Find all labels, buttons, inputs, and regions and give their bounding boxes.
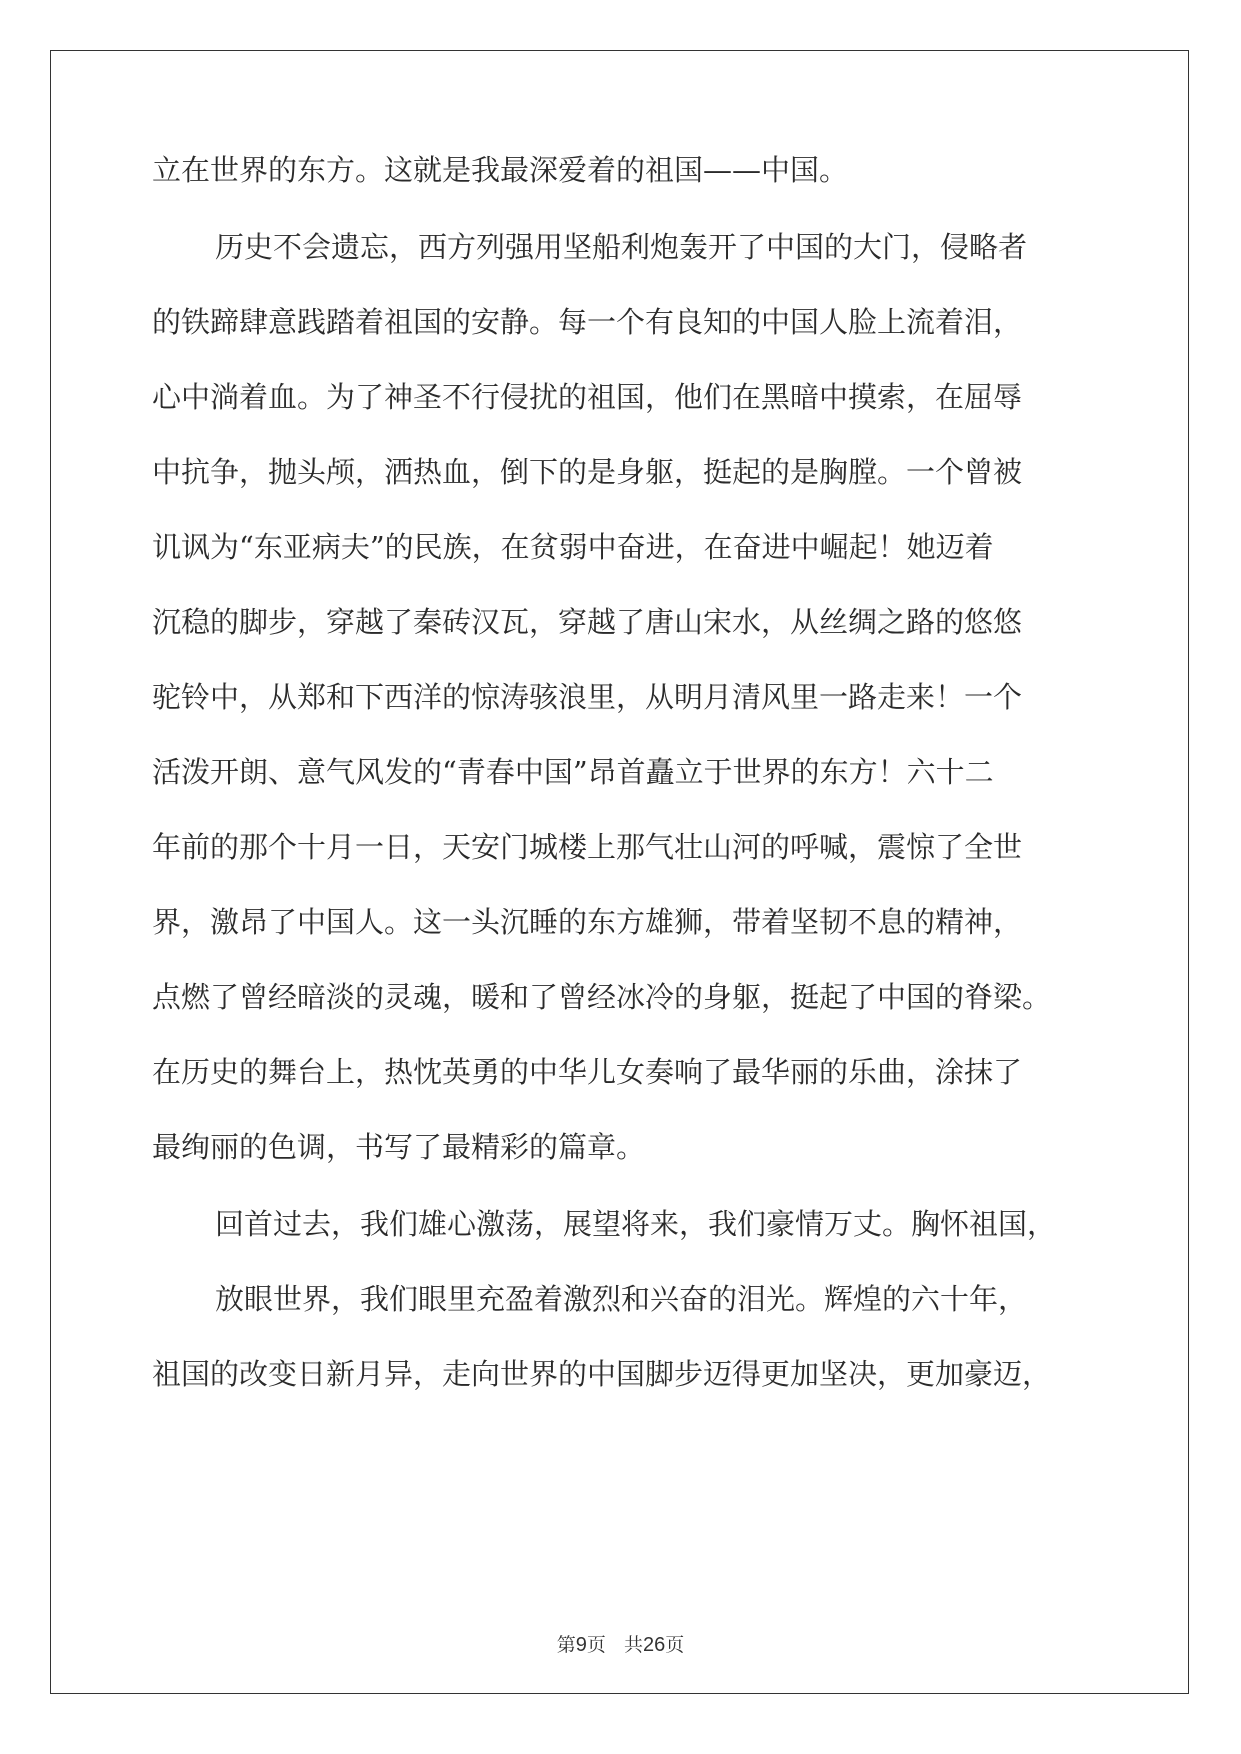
- text-line: 祖国的改变日新月异，走向世界的中国脚步迈得更加坚决，更加豪迈，: [152, 1357, 1052, 1391]
- text-line: 在历史的舞台上，热忱英勇的中华儿女奏响了最华丽的乐曲，涂抹了: [152, 1055, 1023, 1089]
- text-line: 界，激昂了中国人。这一头沉睡的东方雄狮，带着坚韧不息的精神，: [152, 905, 1023, 939]
- text-line: 活泼开朗、意气风发的“青春中国”昂首矗立于世界的东方！六十二: [152, 755, 994, 789]
- text-line: 最绚丽的色调，书写了最精彩的篇章。: [152, 1130, 646, 1164]
- text-line: 的铁蹄肆意践踏着祖国的安静。每一个有良知的中国人脸上流着泪，: [152, 305, 1023, 339]
- text-line: 心中淌着血。为了神圣不行侵扰的祖国，他们在黑暗中摸索，在屈辱: [152, 380, 1023, 414]
- text-line: 讥讽为“东亚病夫”的民族，在贫弱中奋进，在奋进中崛起！她迈着: [152, 530, 994, 564]
- text-line: 历史不会遗忘，西方列强用坚船利炮轰开了中国的大门，侵略者: [215, 230, 1028, 264]
- page-prefix: 第: [556, 1634, 576, 1656]
- text-line: 立在世界的东方。这就是我最深爱着的祖国——中国。: [152, 153, 849, 187]
- page-border: [50, 50, 1189, 1694]
- text-line: 点燃了曾经暗淡的灵魂，暖和了曾经冰冷的身躯，挺起了中国的脊梁。: [152, 980, 1052, 1014]
- text-line: 放眼世界，我们眼里充盈着激烈和兴奋的泪光。辉煌的六十年，: [215, 1282, 1028, 1316]
- page-number: 9: [575, 1634, 587, 1656]
- page-suffix: 页: [586, 1634, 606, 1656]
- text-line: 中抗争，抛头颅，洒热血，倒下的是身躯，挺起的是胸膛。一个曾被: [152, 455, 1023, 489]
- text-line: 驼铃中，从郑和下西洋的惊涛骇浪里，从明月清风里一路走来！一个: [152, 680, 1023, 714]
- total-suffix: 页: [665, 1634, 685, 1656]
- text-line: 回首过去，我们雄心激荡，展望将来，我们豪情万丈。胸怀祖国，: [215, 1207, 1057, 1241]
- text-line: 沉稳的脚步，穿越了秦砖汉瓦，穿越了唐山宋水，从丝绸之路的悠悠: [152, 605, 1023, 639]
- text-line: 年前的那个十月一日，天安门城楼上那气壮山河的呼喊，震惊了全世: [152, 830, 1023, 864]
- total-pages: 26: [643, 1634, 666, 1656]
- page-footer: [0, 1630, 1241, 1657]
- total-prefix: 共: [624, 1634, 644, 1656]
